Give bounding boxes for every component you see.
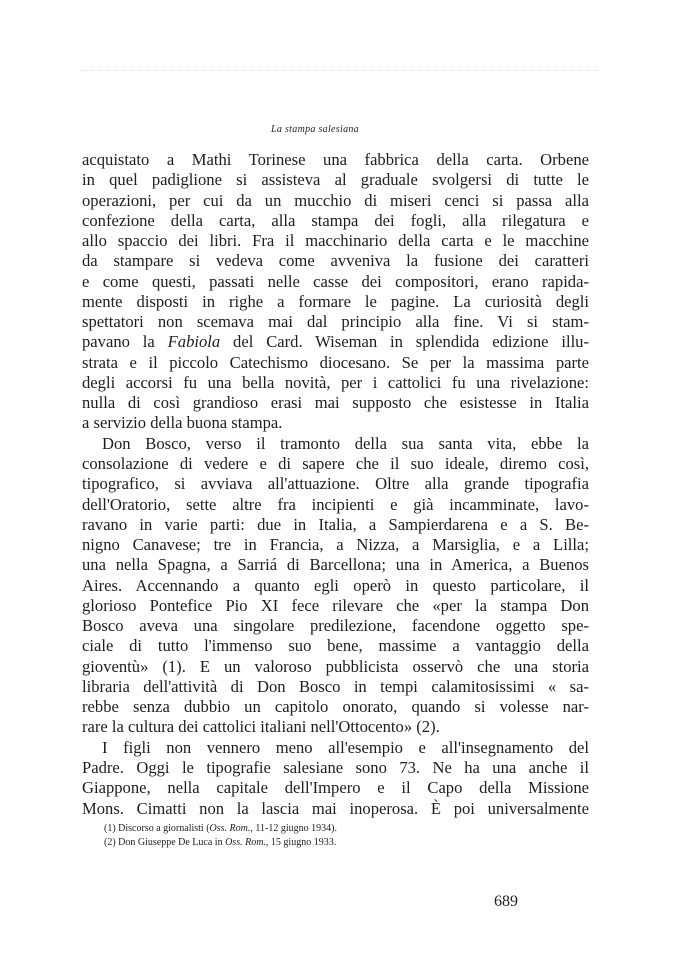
footnote-italic: Oss. Rom. (225, 837, 266, 848)
footnote-text: , 15 giugno 1933. (265, 837, 337, 848)
italic-title: Fabiola (167, 332, 221, 352)
text-line: ravano in varie parti: due in Italia, a Sampierdarena e a S. Be- (82, 514, 589, 534)
footnote-2 (104, 836, 336, 850)
text-line: da stampare si vedeva come avveniva la fusione dei caratteri (82, 251, 589, 271)
text-line (82, 332, 589, 352)
text-line: Mons. Cimatti non la lascia mai inoperosa. È poi universalmente (82, 798, 589, 818)
running-head: La stampa salesiana (271, 124, 359, 135)
text-line: Padre. Oggi le tipografie salesiane sono 73. Ne ha una anche il (82, 757, 589, 777)
text-line: I figli non vennero meno all'esempio e all'insegnamento del (102, 737, 589, 757)
text-line: glorioso Pontefice Pio XI fece rilevare che «per la stampa Don (82, 595, 589, 615)
text-line: Aires. Accennando a quanto egli operò in questo particolare, il (82, 575, 589, 595)
text-line: dell'Oratorio, sette altre fra incipienti e già incamminate, lavo- (82, 494, 589, 514)
scan-artifact-line (80, 70, 600, 71)
text-line: una nella Spagna, a Sarriá di Barcellona; una in America, a Buenos (82, 555, 589, 575)
text-line: rare la cultura dei cattolici italiani nell'Ottocento» (2). (82, 717, 440, 737)
text-line: rebbe senza dubbio un capitolo onorato, quando si volesse nar- (82, 697, 589, 717)
text-line: Giappone, nella capitale dell'Impero e il Capo della Missione (82, 778, 589, 798)
body-text (82, 150, 589, 819)
text-line: gioventù» (1). E un valoroso pubblicista osservò che una storia (82, 656, 589, 676)
footnote-1 (104, 822, 337, 836)
text-line: libraria dell'attività di Don Bosco in tempi calamitosissimi « sa- (82, 676, 589, 696)
text-line: tipografico, si avviava all'attuazione. Oltre alla grande tipografia (82, 474, 589, 494)
text-line: confezione della carta, alla stampa dei fogli, alla rilegatura e (82, 210, 589, 230)
text-line: nulla di così grandioso erasi mai supposto che esistesse in Italia (82, 393, 589, 413)
text-segment: pavano la (82, 332, 168, 352)
text-line: Bosco aveva una singolare predilezione, facendone oggetto spe- (82, 616, 589, 636)
text-line: strata e il piccolo Catechismo diocesano. Se per la massima parte (82, 352, 589, 372)
text-line: mente disposti in righe a formare le pagine. La curiosità degli (82, 291, 589, 311)
footnote-text: (2) Don Giuseppe De Luca in (104, 837, 226, 848)
text-line: degli accorsi fu una bella novità, per i cattolici fu una rivelazione: (82, 372, 589, 392)
text-line: operazioni, per cui da un mucchio di miseri cenci si passa alla (82, 190, 589, 210)
text-line: allo spaccio dei libri. Fra il macchinario della carta e le macchine (82, 231, 589, 251)
text-line: nigno Canavese; tre in Francia, a Nizza, a Marsiglia, e a Lilla; (82, 535, 589, 555)
text-line: a servizio della buona stampa. (82, 413, 283, 433)
footnote-text: (1) Discorso a giornalisti ( (104, 823, 210, 834)
page-number: 689 (494, 893, 518, 910)
footnote-text: , 11-12 giugno 1934). (250, 823, 337, 834)
text-line: acquistato a Mathi Torinese una fabbrica della carta. Orbene (82, 150, 589, 169)
text-line: ciale di tutto l'immenso suo bene, massime a vantaggio della (82, 636, 589, 656)
text-line: consolazione di vedere e di sapere che il suo ideale, diremo così, (82, 453, 589, 473)
text-segment: del Card. Wiseman in splendida edizione illu- (220, 332, 589, 352)
text-line: in quel padiglione si assisteva al graduale svolgersi di tutte le (82, 170, 589, 190)
text-line: spettatori non scemava mai dal principio alla fine. Vi si stam- (82, 312, 589, 332)
text-line: e come questi, passati nelle casse dei compositori, erano rapida- (82, 271, 589, 291)
footnote-italic: Oss. Rom. (209, 823, 251, 834)
text-line: Don Bosco, verso il tramonto della sua santa vita, ebbe la (102, 433, 589, 453)
